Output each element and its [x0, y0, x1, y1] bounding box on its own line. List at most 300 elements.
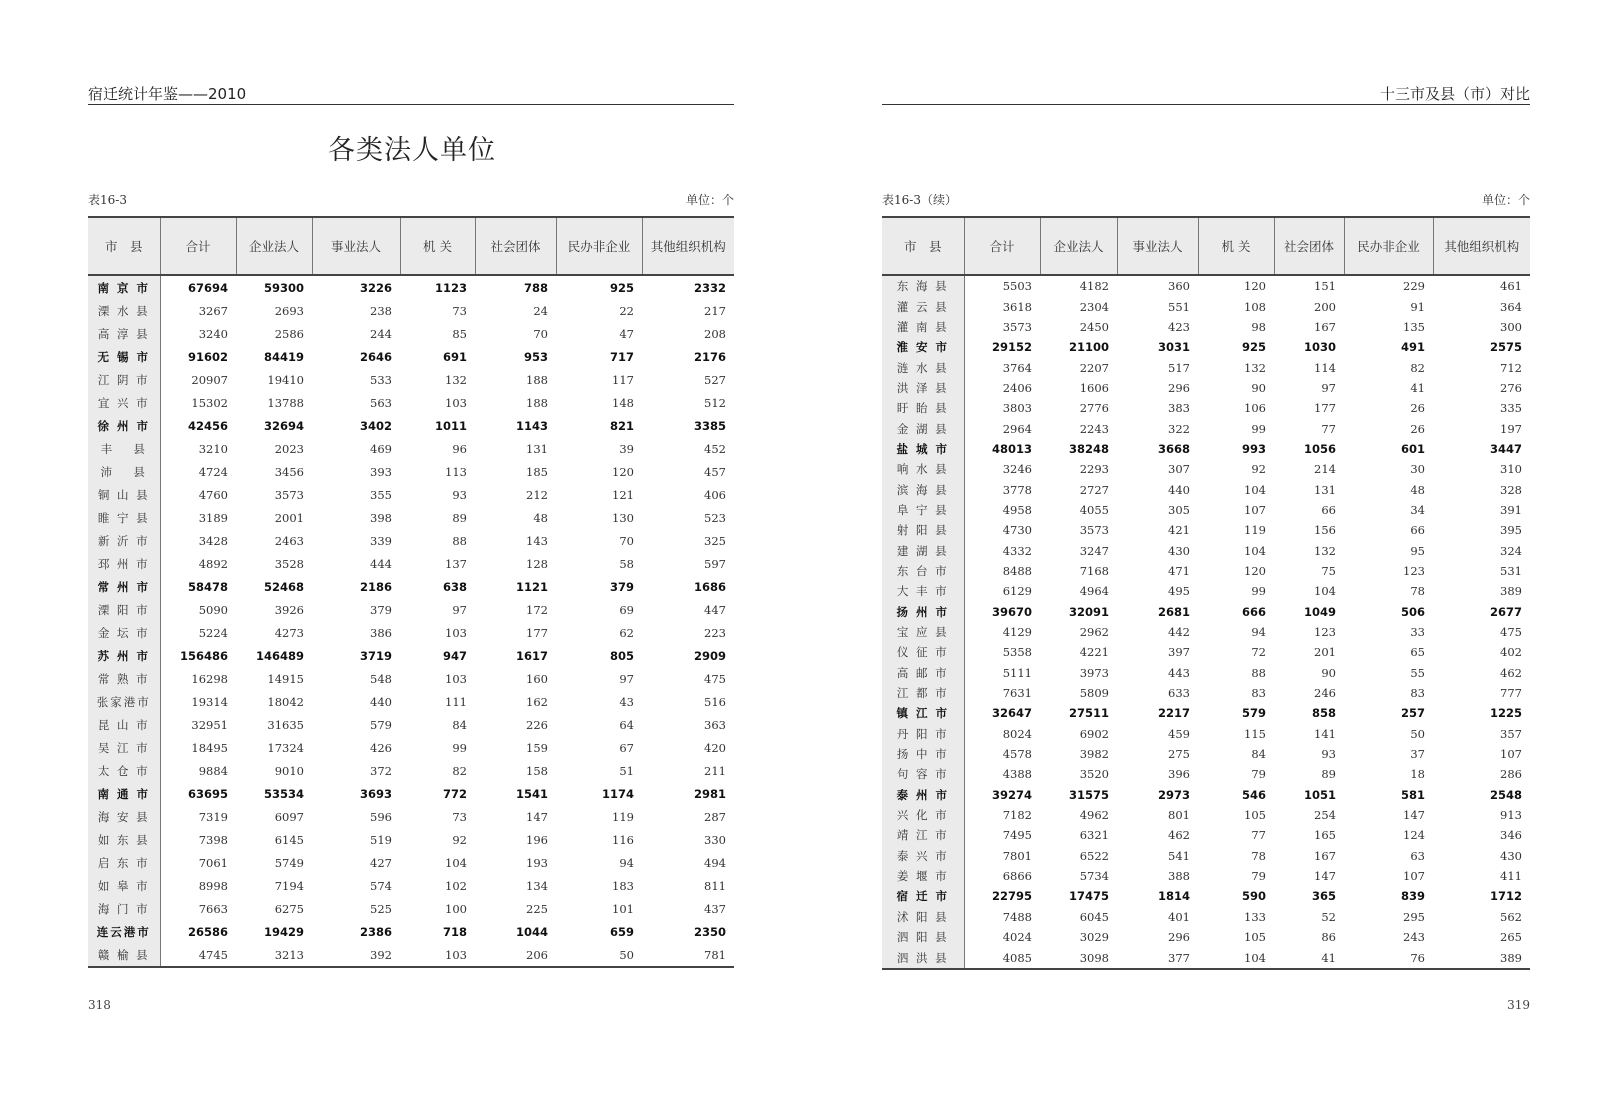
value-cell: 84	[452, 717, 467, 732]
page-title: 各类法人单位	[328, 135, 496, 166]
value-cell: 13788	[267, 395, 304, 410]
page-number: 319	[1507, 998, 1530, 1012]
value-cell: 638	[442, 579, 467, 594]
value-cell: 103	[445, 671, 467, 686]
value-cell: 2450	[1079, 319, 1109, 334]
value-cell: 254	[1314, 808, 1336, 823]
value-cell: 296	[1168, 930, 1190, 945]
value-cell: 495	[1168, 584, 1190, 599]
value-cell: 33	[1410, 625, 1425, 640]
value-cell: 48	[533, 510, 548, 525]
value-cell: 7182	[1002, 808, 1032, 823]
table-number: 表16-3（续）	[882, 193, 957, 207]
value-cell: 4745	[160, 943, 236, 967]
region-name-cell: 响 水 县	[882, 459, 964, 479]
value-cell: 4892	[198, 556, 228, 571]
region-name-cell: 太 仓 市	[88, 759, 160, 782]
value-cell: 93	[1321, 747, 1336, 762]
value-cell: 66	[1321, 502, 1336, 517]
value-cell: 201	[1314, 645, 1336, 660]
value-cell: 223	[704, 625, 726, 640]
column-header: 其他组织机构	[642, 217, 734, 275]
value-cell: 2575	[1489, 340, 1522, 355]
value-cell: 100	[445, 901, 467, 916]
value-cell: 19314	[191, 694, 228, 709]
value-cell: 3210	[198, 441, 228, 456]
value-cell: 265	[1500, 930, 1522, 945]
table-row	[882, 886, 1530, 906]
value-cell: 6275	[274, 901, 304, 916]
region-name-cell: 仪 征 市	[882, 642, 964, 662]
value-cell: 6145	[274, 832, 304, 847]
value-cell: 1617	[515, 648, 548, 663]
table-row	[88, 667, 734, 690]
region-name-cell: 涟 水 县	[882, 357, 964, 377]
value-cell: 491	[1400, 340, 1425, 355]
region-name-cell: 沭 阳 县	[882, 907, 964, 927]
table-header-row	[882, 217, 1530, 275]
value-cell: 3456	[274, 464, 304, 479]
table-row	[88, 920, 734, 943]
value-cell: 858	[1311, 706, 1336, 721]
region-name-cell: 常 州 市	[88, 575, 160, 598]
value-cell: 2176	[693, 349, 726, 364]
value-cell: 2243	[1079, 421, 1109, 436]
value-cell: 839	[1400, 889, 1425, 904]
value-cell: 6321	[1079, 828, 1109, 843]
value-cell: 459	[1168, 726, 1190, 741]
value-cell: 5503	[1002, 279, 1032, 294]
value-cell: 102	[445, 878, 467, 893]
value-cell: 1143	[515, 418, 548, 433]
value-cell: 226	[526, 717, 548, 732]
value-cell: 402	[1500, 645, 1522, 660]
value-cell: 147	[526, 809, 548, 824]
table-header-row	[88, 217, 734, 275]
table-row	[882, 947, 1530, 968]
region-name-cell: 高 邮 市	[882, 663, 964, 683]
value-cell: 131	[1314, 482, 1336, 497]
value-cell: 66	[1410, 523, 1425, 538]
value-cell: 64	[619, 717, 634, 732]
value-cell: 48	[1410, 482, 1425, 497]
region-name-cell: 镇 江 市	[882, 703, 964, 723]
value-cell: 1541	[515, 786, 548, 801]
value-cell: 32694	[263, 418, 304, 433]
value-cell: 475	[1500, 625, 1522, 640]
value-cell: 2001	[274, 510, 304, 525]
value-cell: 993	[1241, 441, 1266, 456]
value-cell: 4962	[1079, 808, 1109, 823]
value-cell: 188	[526, 372, 548, 387]
table-row	[882, 724, 1530, 744]
value-cell: 98	[1251, 319, 1266, 334]
value-cell: 65	[1410, 645, 1425, 660]
value-cell: 1044	[515, 924, 548, 939]
value-cell: 32951	[191, 717, 228, 732]
table-row	[882, 398, 1530, 418]
value-cell: 443	[1168, 665, 1190, 680]
value-cell: 75	[1321, 563, 1336, 578]
value-cell: 107	[1500, 747, 1522, 762]
value-cell: 20907	[191, 372, 228, 387]
value-cell: 82	[452, 763, 467, 778]
region-name-cell: 新 沂 市	[88, 529, 160, 552]
value-cell: 92	[452, 832, 467, 847]
value-cell: 590	[1241, 889, 1266, 904]
value-cell: 97	[619, 671, 634, 686]
value-cell: 32091	[1068, 604, 1109, 619]
value-cell: 3189	[198, 510, 228, 525]
table-row	[88, 299, 734, 322]
value-cell: 6097	[274, 809, 304, 824]
value-cell: 15302	[191, 395, 228, 410]
region-name-cell: 睢 宁 县	[88, 506, 160, 529]
value-cell: 2681	[1157, 604, 1190, 619]
value-cell: 523	[704, 510, 726, 525]
value-cell: 244	[370, 326, 392, 341]
value-cell: 1056	[1303, 441, 1336, 456]
value-cell: 93	[452, 487, 467, 502]
value-cell: 34	[1410, 502, 1425, 517]
value-cell: 440	[1168, 482, 1190, 497]
value-cell: 4273	[274, 625, 304, 640]
table-row	[882, 439, 1530, 459]
value-cell: 84419	[263, 349, 304, 364]
column-header: 合计	[160, 217, 236, 275]
value-cell: 18495	[191, 740, 228, 755]
table-row	[882, 317, 1530, 337]
value-cell: 3226	[359, 280, 392, 295]
value-cell: 3520	[1079, 767, 1109, 782]
value-cell: 105	[1244, 930, 1266, 945]
value-cell: 310	[1500, 462, 1522, 477]
table-row	[882, 418, 1530, 438]
value-cell: 516	[704, 694, 726, 709]
table-row	[882, 805, 1530, 825]
table-row	[882, 479, 1530, 499]
value-cell: 62	[619, 625, 634, 640]
value-cell: 3778	[1002, 482, 1032, 497]
value-cell: 14915	[267, 671, 304, 686]
region-name-cell: 洪 泽 县	[882, 378, 964, 398]
value-cell: 469	[370, 441, 392, 456]
value-cell: 83	[1251, 686, 1266, 701]
value-cell: 2406	[1002, 380, 1032, 395]
value-cell: 346	[1500, 828, 1522, 843]
table-row	[88, 713, 734, 736]
value-cell: 2973	[1157, 787, 1190, 802]
table-row	[882, 927, 1530, 947]
value-cell: 6129	[1002, 584, 1032, 599]
value-cell: 90	[1321, 665, 1336, 680]
value-cell: 4221	[1079, 645, 1109, 660]
value-cell: 206	[475, 943, 556, 967]
value-cell: 953	[523, 349, 548, 364]
data-table	[88, 216, 734, 968]
region-name-cell: 扬 州 市	[882, 602, 964, 622]
value-cell: 420	[704, 740, 726, 755]
value-cell: 43	[619, 694, 634, 709]
region-name-cell: 泗 阳 县	[882, 927, 964, 947]
value-cell: 517	[1168, 360, 1190, 375]
region-name-cell: 姜 堰 市	[882, 866, 964, 886]
value-cell: 389	[1433, 947, 1530, 968]
value-cell: 287	[704, 809, 726, 824]
region-name-cell: 盱 眙 县	[882, 398, 964, 418]
value-cell: 4388	[1002, 767, 1032, 782]
region-name-cell: 高 淳 县	[88, 322, 160, 345]
value-cell: 659	[609, 924, 634, 939]
value-cell: 147	[1314, 869, 1336, 884]
table-row	[88, 529, 734, 552]
value-cell: 208	[704, 326, 726, 341]
region-name-cell: 吴 江 市	[88, 736, 160, 759]
value-cell: 597	[704, 556, 726, 571]
region-name-cell: 射 阳 县	[882, 520, 964, 540]
value-cell: 519	[370, 832, 392, 847]
table-row	[882, 744, 1530, 764]
value-cell: 447	[704, 602, 726, 617]
value-cell: 325	[704, 533, 726, 548]
value-cell: 1123	[434, 280, 467, 295]
region-name-cell: 海 安 县	[88, 805, 160, 828]
value-cell: 339	[370, 533, 392, 548]
value-cell: 4730	[1002, 523, 1032, 538]
value-cell: 148	[612, 395, 634, 410]
value-cell: 777	[1500, 686, 1522, 701]
value-cell: 63	[1410, 848, 1425, 863]
region-name-cell: 江 都 市	[882, 683, 964, 703]
value-cell: 200	[1314, 299, 1336, 314]
region-name-cell: 张家港市	[88, 690, 160, 713]
value-cell: 3240	[198, 326, 228, 341]
value-cell: 712	[1500, 360, 1522, 375]
value-cell: 4182	[1079, 279, 1109, 294]
region-name-cell: 溧 水 县	[88, 299, 160, 322]
table-row	[88, 460, 734, 483]
value-cell: 6902	[1079, 726, 1109, 741]
region-name-cell: 泰 兴 市	[882, 846, 964, 866]
value-cell: 41	[1274, 947, 1344, 968]
left-page	[0, 0, 800, 1099]
value-cell: 50	[1410, 726, 1425, 741]
value-cell: 7631	[1002, 686, 1032, 701]
table-row	[88, 483, 734, 506]
value-cell: 73	[452, 809, 467, 824]
value-cell: 1712	[1489, 889, 1522, 904]
value-cell: 364	[1500, 299, 1522, 314]
value-cell: 225	[526, 901, 548, 916]
value-cell: 18042	[267, 694, 304, 709]
value-cell: 1686	[693, 579, 726, 594]
value-cell: 3031	[1157, 340, 1190, 355]
value-cell: 108	[1244, 299, 1266, 314]
value-cell: 2463	[274, 533, 304, 548]
value-cell: 26586	[187, 924, 228, 939]
value-cell: 92	[1251, 462, 1266, 477]
value-cell: 193	[526, 855, 548, 870]
value-cell: 120	[1244, 279, 1266, 294]
value-cell: 5224	[198, 625, 228, 640]
value-cell: 2909	[693, 648, 726, 663]
value-cell: 159	[526, 740, 548, 755]
value-cell: 462	[1168, 828, 1190, 843]
value-cell: 328	[1500, 482, 1522, 497]
value-cell: 7168	[1079, 563, 1109, 578]
value-cell: 494	[704, 855, 726, 870]
value-cell: 134	[526, 878, 548, 893]
table-row	[88, 575, 734, 598]
table-row	[882, 785, 1530, 805]
region-name-cell: 昆 山 市	[88, 713, 160, 736]
value-cell: 801	[1168, 808, 1190, 823]
value-cell: 392	[312, 943, 400, 967]
value-cell: 101	[612, 901, 634, 916]
value-cell: 105	[1244, 808, 1266, 823]
value-cell: 177	[1314, 401, 1336, 416]
value-cell: 107	[1244, 502, 1266, 517]
value-cell: 2386	[359, 924, 392, 939]
value-cell: 104	[1244, 543, 1266, 558]
value-cell: 391	[1500, 502, 1522, 517]
header-rule	[882, 104, 1530, 105]
value-cell: 147	[1403, 808, 1425, 823]
region-name-cell: 句 容 市	[882, 764, 964, 784]
value-cell: 88	[452, 533, 467, 548]
table-row	[882, 622, 1530, 642]
value-cell: 3618	[1002, 299, 1032, 314]
value-cell: 39274	[991, 787, 1032, 802]
running-head: 十三市及县（市）对比	[1379, 85, 1530, 103]
value-cell: 78	[1251, 848, 1266, 863]
value-cell: 1606	[1079, 380, 1109, 395]
region-name-cell: 如 皋 市	[88, 874, 160, 897]
table-row	[88, 828, 734, 851]
value-cell: 3693	[359, 786, 392, 801]
value-cell: 158	[526, 763, 548, 778]
table-row	[88, 391, 734, 414]
value-cell: 7488	[1002, 909, 1032, 924]
table-row	[88, 897, 734, 920]
value-cell: 6045	[1079, 909, 1109, 924]
table-row	[88, 782, 734, 805]
value-cell: 27511	[1068, 706, 1109, 721]
value-cell: 406	[704, 487, 726, 502]
value-cell: 104	[1198, 947, 1274, 968]
value-cell: 563	[370, 395, 392, 410]
value-cell: 401	[1168, 909, 1190, 924]
table-number: 表16-3	[88, 193, 127, 207]
table-row	[882, 642, 1530, 662]
value-cell: 7495	[1002, 828, 1032, 843]
value-cell: 9884	[198, 763, 228, 778]
value-cell: 4024	[1002, 930, 1032, 945]
region-name-cell: 淮 安 市	[882, 337, 964, 357]
value-cell: 99	[452, 740, 467, 755]
value-cell: 1121	[515, 579, 548, 594]
region-name-cell: 常 熟 市	[88, 667, 160, 690]
table-row	[88, 368, 734, 391]
value-cell: 275	[1168, 747, 1190, 762]
table-body	[882, 275, 1530, 969]
column-header: 民办非企业	[556, 217, 642, 275]
value-cell: 151	[1314, 279, 1336, 294]
value-cell: 717	[609, 349, 634, 364]
value-cell: 243	[1403, 930, 1425, 945]
value-cell: 22795	[991, 889, 1032, 904]
value-cell: 7319	[198, 809, 228, 824]
value-cell: 99	[1251, 584, 1266, 599]
value-cell: 579	[370, 717, 392, 732]
column-header: 合计	[964, 217, 1040, 275]
column-header: 事业法人	[1117, 217, 1198, 275]
value-cell: 91	[1410, 299, 1425, 314]
value-cell: 2964	[1002, 421, 1032, 436]
table-row	[88, 690, 734, 713]
region-name-cell: 靖 江 市	[882, 825, 964, 845]
value-cell: 411	[1500, 869, 1522, 884]
value-cell: 430	[1168, 543, 1190, 558]
value-cell: 821	[609, 418, 634, 433]
region-name-cell: 金 湖 县	[882, 418, 964, 438]
value-cell: 104	[445, 855, 467, 870]
table-row	[882, 866, 1530, 886]
table-row	[88, 322, 734, 345]
value-cell: 691	[442, 349, 467, 364]
value-cell: 5111	[1002, 665, 1032, 680]
value-cell: 7061	[198, 855, 228, 870]
value-cell: 37	[1410, 747, 1425, 762]
value-cell: 2023	[274, 441, 304, 456]
value-cell: 386	[370, 625, 392, 640]
value-cell: 925	[1241, 340, 1266, 355]
column-header: 企业法人	[1040, 217, 1117, 275]
value-cell: 79	[1251, 767, 1266, 782]
value-cell: 70	[619, 533, 634, 548]
value-cell: 77	[1321, 421, 1336, 436]
table-body	[88, 275, 734, 967]
value-cell: 114	[1314, 360, 1336, 375]
value-cell: 393	[370, 464, 392, 479]
region-name-cell: 无 锡 市	[88, 345, 160, 368]
region-name-cell: 苏 州 市	[88, 644, 160, 667]
value-cell: 52468	[263, 579, 304, 594]
value-cell: 85	[452, 326, 467, 341]
value-cell: 1174	[601, 786, 634, 801]
value-cell: 16298	[191, 671, 228, 686]
value-cell: 7194	[274, 878, 304, 893]
value-cell: 172	[526, 602, 548, 617]
right-page	[800, 0, 1609, 1099]
value-cell: 379	[370, 602, 392, 617]
value-cell: 177	[526, 625, 548, 640]
value-cell: 103	[445, 395, 467, 410]
region-name-cell: 邳 州 市	[88, 552, 160, 575]
value-cell: 17324	[267, 740, 304, 755]
value-cell: 533	[370, 372, 392, 387]
value-cell: 188	[526, 395, 548, 410]
value-cell: 2981	[693, 786, 726, 801]
value-cell: 70	[533, 326, 548, 341]
header-rule	[88, 104, 734, 105]
value-cell: 156486	[179, 648, 228, 663]
value-cell: 53534	[263, 786, 304, 801]
region-name-cell: 灌 南 县	[882, 317, 964, 337]
value-cell: 471	[1168, 563, 1190, 578]
table-row	[882, 500, 1530, 520]
value-cell: 3668	[1157, 441, 1190, 456]
